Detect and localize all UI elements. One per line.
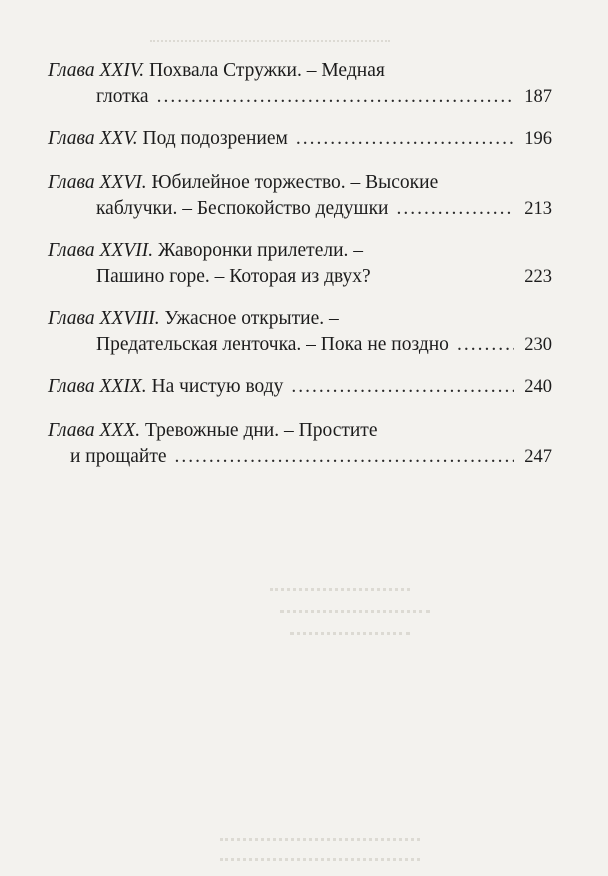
chapter-number: Глава XXVII. [48, 240, 154, 261]
toc-line [48, 170, 552, 196]
toc-line [48, 306, 552, 332]
page-number: 187 [524, 87, 552, 107]
dot-leader [175, 444, 514, 470]
dot-leader [157, 84, 514, 110]
bleed-through-mark [150, 40, 390, 50]
page-number: 230 [524, 335, 552, 355]
dot-leader [291, 374, 514, 400]
chapter-title: Жаворонки прилетели. – [157, 240, 364, 261]
toc-entry [48, 374, 552, 400]
chapter-title-cont: и прощайте [70, 446, 167, 467]
bleed-through-mark [220, 838, 420, 851]
toc-line [48, 444, 552, 470]
chapter-title-cont: глотка [96, 86, 149, 107]
toc-entry [48, 58, 552, 110]
chapter-title: Юбилейное торжество. – Высокие [151, 172, 439, 193]
chapter-title: Похвала Стружки. – Медная [148, 60, 385, 81]
page-number: 247 [524, 447, 552, 467]
toc-line [48, 374, 552, 400]
chapter-title: Под подозрением [142, 128, 288, 149]
chapter-number: Глава XXV. [48, 128, 138, 149]
dot-leader [457, 332, 514, 358]
bleed-through-mark [290, 632, 410, 645]
toc-entry [48, 238, 552, 290]
chapter-number: Глава XXVI. [48, 172, 147, 193]
page-number: 240 [524, 377, 552, 397]
chapter-title-cont: Предательская ленточка. – Пока не поздно [96, 334, 449, 355]
toc-line [48, 264, 552, 290]
toc-line [48, 418, 552, 444]
table-of-contents [48, 58, 552, 470]
dot-leader [396, 196, 514, 222]
bleed-through-mark [220, 858, 420, 871]
toc-entry [48, 170, 552, 222]
toc-line [48, 84, 552, 110]
page-number: 213 [524, 199, 552, 219]
chapter-title: Ужасное открытие. – [164, 308, 339, 329]
chapter-number: Глава XXX. [48, 420, 141, 441]
chapter-title-cont: каблучки. – Беспокойство дедушки [96, 198, 389, 219]
chapter-number: Глава XXIX. [48, 376, 147, 397]
toc-line [48, 332, 552, 358]
chapter-title: Тревожные дни. – Простите [145, 420, 378, 441]
bleed-through-mark [280, 610, 430, 623]
chapter-title: На чистую воду [151, 376, 284, 397]
toc-entry [48, 418, 552, 470]
toc-line [48, 238, 552, 264]
toc-line [48, 196, 552, 222]
chapter-title-cont: Пашино горе. – Которая из двух? [96, 266, 371, 287]
page-number: 196 [524, 129, 552, 149]
toc-entry [48, 126, 552, 152]
toc-line [48, 58, 552, 84]
page-number: 223 [524, 267, 552, 287]
chapter-number: Глава XXVIII. [48, 308, 160, 329]
toc-entry [48, 306, 552, 358]
chapter-number: Глава XXIV. [48, 60, 145, 81]
dot-leader [296, 126, 514, 152]
bleed-through-mark [270, 588, 410, 601]
toc-line [48, 126, 552, 152]
